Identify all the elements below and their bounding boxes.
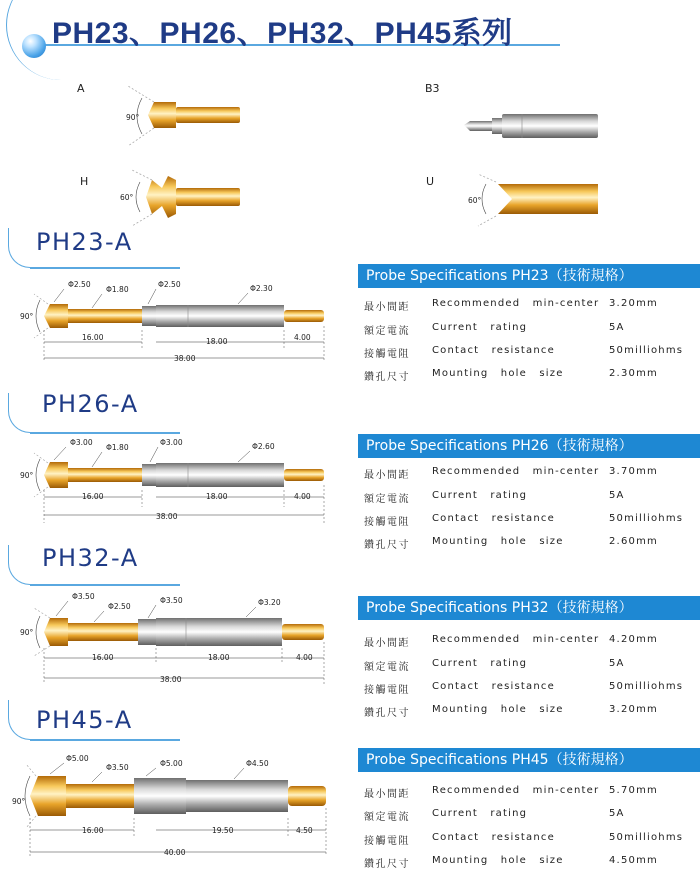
dim-total-length: 38.00 bbox=[160, 675, 182, 684]
probe-drawing-ph26 bbox=[10, 435, 350, 527]
section-decor-line bbox=[30, 267, 180, 269]
tip-label-u: U bbox=[426, 175, 435, 188]
tip-h-angle: 60° bbox=[120, 193, 134, 202]
angle-label: 90° bbox=[20, 312, 34, 321]
dim-plunger-diameter: Φ1.80 bbox=[106, 443, 129, 452]
angle-label: 90° bbox=[20, 471, 34, 480]
tip-h-illustration bbox=[118, 168, 248, 228]
dim-head-length: 16.00 bbox=[82, 333, 104, 342]
dim-tail-length: 4.00 bbox=[294, 492, 311, 501]
spec-header-ph45: Probe Specifications PH45（技術規格） bbox=[358, 748, 700, 772]
dim-barrel-length: 18.00 bbox=[206, 337, 228, 346]
probe-drawing-ph23 bbox=[10, 276, 350, 368]
dim-barrel-diameter: Φ5.00 bbox=[160, 759, 183, 768]
tip-a-angle: 90° bbox=[126, 113, 140, 122]
spec-header-ph26: Probe Specifications PH26（技術規格） bbox=[358, 434, 700, 458]
dim-tail-length: 4.00 bbox=[296, 653, 313, 662]
spec-header-ph32: Probe Specifications PH32（技術規格） bbox=[358, 596, 700, 620]
section-decor-line bbox=[30, 584, 180, 586]
dim-tail-length: 4.00 bbox=[294, 333, 311, 342]
tip-label-a: A bbox=[77, 82, 85, 95]
section-decor-line bbox=[30, 432, 180, 434]
spec-header-ph23: Probe Specifications PH23（技術規格） bbox=[358, 264, 700, 288]
dim-tail-diameter: Φ2.60 bbox=[252, 442, 275, 451]
dim-tail-diameter: Φ2.30 bbox=[250, 284, 273, 293]
section-title-ph26: PH26-A bbox=[42, 390, 139, 418]
dim-plunger-diameter: Φ3.50 bbox=[106, 763, 129, 772]
angle-label: 90° bbox=[12, 797, 26, 806]
dim-total-length: 38.00 bbox=[156, 512, 178, 521]
dim-barrel-diameter: Φ2.50 bbox=[158, 280, 181, 289]
dim-plunger-diameter: Φ2.50 bbox=[108, 602, 131, 611]
dim-head-diameter: Φ2.50 bbox=[68, 280, 91, 289]
dim-total-length: 40.00 bbox=[164, 848, 186, 857]
tip-label-b3: B3 bbox=[425, 82, 440, 95]
tip-u-angle: 60° bbox=[468, 196, 482, 205]
section-title-ph45: PH45-A bbox=[36, 706, 133, 734]
dim-barrel-length: 18.00 bbox=[208, 653, 230, 662]
page-title: PH23、PH26、PH32、PH45系列 bbox=[52, 17, 513, 50]
tip-u-illustration bbox=[462, 172, 602, 228]
dim-head-diameter: Φ3.00 bbox=[70, 438, 93, 447]
dim-total-length: 38.00 bbox=[174, 354, 196, 363]
dim-head-diameter: Φ3.50 bbox=[72, 592, 95, 601]
dim-head-length: 16.00 bbox=[82, 826, 104, 835]
probe-drawing-ph32 bbox=[10, 592, 350, 688]
angle-label: 90° bbox=[20, 628, 34, 637]
dim-head-diameter: Φ5.00 bbox=[66, 754, 89, 763]
dim-barrel-length: 18.00 bbox=[206, 492, 228, 501]
probe-drawing-ph45 bbox=[6, 752, 350, 862]
title-ball-icon bbox=[22, 34, 46, 58]
tip-label-h: H bbox=[80, 175, 89, 188]
dim-barrel-diameter: Φ3.50 bbox=[160, 596, 183, 605]
dim-tail-diameter: Φ4.50 bbox=[246, 759, 269, 768]
dim-plunger-diameter: Φ1.80 bbox=[106, 285, 129, 294]
dim-tail-length: 4.50 bbox=[296, 826, 313, 835]
dim-head-length: 16.00 bbox=[92, 653, 114, 662]
section-decor-line bbox=[30, 739, 180, 741]
section-title-ph23: PH23-A bbox=[36, 228, 133, 256]
dim-barrel-length: 19.50 bbox=[212, 826, 234, 835]
tip-a-illustration bbox=[118, 80, 248, 155]
tip-b3-illustration bbox=[462, 108, 602, 144]
dim-tail-diameter: Φ3.20 bbox=[258, 598, 281, 607]
dim-barrel-diameter: Φ3.00 bbox=[160, 438, 183, 447]
section-title-ph32: PH32-A bbox=[42, 544, 139, 572]
dim-head-length: 16.00 bbox=[82, 492, 104, 501]
